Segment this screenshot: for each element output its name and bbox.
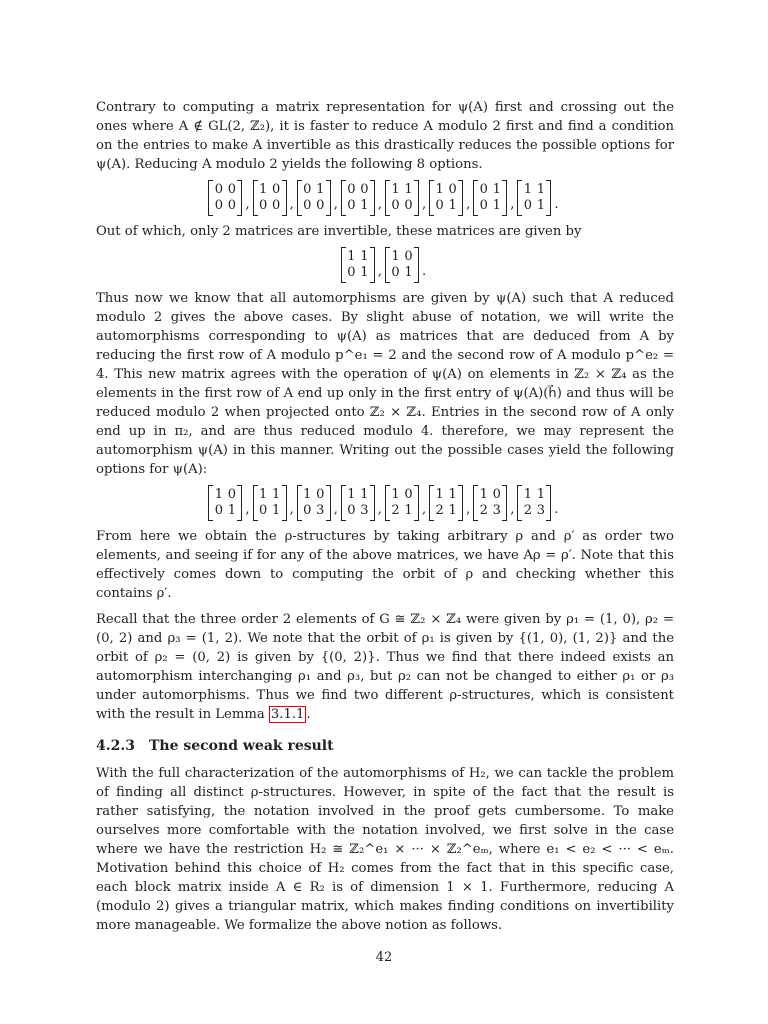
paragraph-second-weak-result: With the full characterization of the automorphisms of H₂, we can tackle the problem of finding all distinct ρ-structures. However, in spite of the fact that the result is rather satisfying, the notation involved in the proof gets cumbersome. To make ourselves more comfortable with the notation involved, we first solve in the case where we have the restriction H₂ ≅ ℤ₂^e₁ × ··· × ℤ₂^eₘ, where e₁ < e₂ < ··· < eₘ. Motivation behind this choice of H₂ comes from the fact that in this specific case, each block matrix inside A ∈ R₂ is of dimension 1 × 1. Furthermore, reducing A (modulo 2) gives a triangular matrix, which makes finding conditions on invertibility more manageable. We formalize the above notion as follows. xyxy=(96,766,674,933)
matrix-entry: 1 xyxy=(479,487,488,502)
equation-mod2-options xyxy=(96,180,674,216)
matrix-entry: 0 xyxy=(227,198,237,213)
matrix-entry: 1 xyxy=(271,503,281,518)
matrix-entry: 0 xyxy=(227,182,237,197)
matrix xyxy=(473,180,507,216)
comma: , xyxy=(377,197,382,212)
matrix xyxy=(208,180,242,216)
matrix-entry: 2 xyxy=(523,503,533,518)
matrix-entry: 1 xyxy=(448,487,457,502)
matrix-entry: 1 xyxy=(360,249,369,264)
comma: , xyxy=(333,197,338,212)
matrix-entry: 0 xyxy=(479,198,488,213)
matrix xyxy=(208,485,242,521)
lemma-reference-link[interactable]: 3.1.1 xyxy=(270,707,305,722)
equation-invertible-matrices xyxy=(96,247,674,283)
comma: , xyxy=(422,197,427,212)
matrix-entry: 3 xyxy=(492,503,501,518)
matrix-entry: 0 xyxy=(227,487,237,502)
page-number: 42 xyxy=(375,950,393,965)
matrix-entry: 0 xyxy=(316,198,325,213)
matrix xyxy=(517,485,551,521)
comma: , xyxy=(333,502,338,517)
matrix xyxy=(385,247,419,283)
matrix-entry: 0 xyxy=(258,198,268,213)
matrix-entry: 2 xyxy=(479,503,488,518)
period: . xyxy=(422,264,427,279)
matrix-entry: 0 xyxy=(404,198,413,213)
matrix-entry: 0 xyxy=(214,503,224,518)
matrix-entry: 0 xyxy=(347,182,356,197)
matrix-entry: 0 xyxy=(435,198,444,213)
matrix-entry: 1 xyxy=(536,487,546,502)
paragraph-recall xyxy=(96,610,674,724)
matrix-entry: 0 xyxy=(448,182,457,197)
matrix-entry: 1 xyxy=(492,198,501,213)
matrix-entry: 1 xyxy=(258,487,268,502)
matrix-entry: 0 xyxy=(271,198,281,213)
matrix xyxy=(517,180,551,216)
paragraph-automorphisms: Thus now we know that all automorphisms are given by ψ(A) such that A reduced modulo 2 gives the above cases. By slight abuse of notation, we will write the automorphisms corresponding to ψ(A) as matrices that are deduced from A by reducing the first row of A modulo p^e₁ = 2 and the second row of A modulo p^e₂ = 4. This new matrix agrees with the operation of ψ(A) on elements in ℤ₂ × ℤ₄ as the elements in the first row of A end up only in the first entry of ψ(A)(h⃗) and thus will be reduced modulo 2 when projected onto ℤ₂ × ℤ₄. Entries in the second row of A only end up in π₂, and are thus reduced modulo 4. therefore, we may represent the automorphism ψ(A) in this manner. Writing out the possible cases yield the following options for ψ(A): xyxy=(96,291,674,477)
comma: , xyxy=(466,502,471,517)
matrix-entry: 1 xyxy=(227,503,237,518)
matrix-entry: 0 xyxy=(303,182,312,197)
matrix-entry: 0 xyxy=(303,198,312,213)
matrix-entry: 0 xyxy=(214,182,224,197)
matrix xyxy=(429,180,463,216)
matrix-entry: 1 xyxy=(391,487,400,502)
matrix xyxy=(297,180,331,216)
page-body xyxy=(96,98,674,935)
matrix-entry: 1 xyxy=(435,182,444,197)
period: . xyxy=(554,502,559,517)
matrix-entry: 0 xyxy=(258,503,268,518)
matrix-entry: 0 xyxy=(404,249,413,264)
matrix-entry: 1 xyxy=(536,198,546,213)
matrix-entry: 1 xyxy=(448,503,457,518)
matrix xyxy=(253,180,287,216)
matrix-entry: 1 xyxy=(404,182,413,197)
matrix-entry: 0 xyxy=(271,182,281,197)
paragraph-rho-structures: From here we obtain the ρ-structures by taking arbitrary ρ and ρ′ as order two elements, and seeing if for any of the above matrices, we have Aρ = ρ′. Note that this effectively comes down to computing the orbit of ρ and checking whether this contains ρ′. xyxy=(96,529,674,601)
comma: , xyxy=(422,502,427,517)
matrix-entry: 1 xyxy=(391,249,400,264)
matrix-entry: 0 xyxy=(347,503,356,518)
paragraph-recall-end: . xyxy=(306,707,311,722)
matrix-entry: 1 xyxy=(360,487,369,502)
matrix xyxy=(473,485,507,521)
matrix-entry: 0 xyxy=(347,198,356,213)
paragraph-invertible: Out of which, only 2 matrices are invertible, these matrices are given by xyxy=(96,224,582,239)
matrix-entry: 0 xyxy=(214,198,224,213)
matrix xyxy=(385,180,419,216)
matrix xyxy=(297,485,331,521)
comma: , xyxy=(377,264,382,279)
matrix-entry: 1 xyxy=(316,182,325,197)
matrix-entry: 0 xyxy=(404,487,413,502)
comma: , xyxy=(466,197,471,212)
matrix-entry: 0 xyxy=(347,265,356,280)
matrix-entry: 1 xyxy=(271,487,281,502)
matrix-entry: 3 xyxy=(536,503,546,518)
matrix-entry: 1 xyxy=(435,487,444,502)
matrix-entry: 1 xyxy=(360,198,369,213)
comma: , xyxy=(289,502,294,517)
comma: , xyxy=(245,502,250,517)
matrix xyxy=(341,485,375,521)
matrix-entry: 1 xyxy=(492,182,501,197)
comma: , xyxy=(245,197,250,212)
matrix-entry: 0 xyxy=(391,198,400,213)
section-heading xyxy=(96,738,674,754)
matrix-entry: 1 xyxy=(404,265,413,280)
matrix xyxy=(385,485,419,521)
paragraph-intro: Contrary to computing a matrix representation for ψ(A) first and crossing out the ones where A ∉ GL(2, ℤ₂), it is faster to reduce A modulo 2 first and find a condition on the entries to make A invertible as this drastically reduces the possible options for ψ(A). Reducing A modulo 2 yields the following 8 options. xyxy=(96,100,674,172)
matrix-entry: 1 xyxy=(258,182,268,197)
matrix-entry: 1 xyxy=(214,487,224,502)
matrix-entry: 3 xyxy=(316,503,325,518)
matrix-entry: 1 xyxy=(523,487,533,502)
matrix-entry: 1 xyxy=(347,487,356,502)
matrix-entry: 0 xyxy=(492,487,501,502)
matrix-entry: 2 xyxy=(391,503,400,518)
matrix-entry: 0 xyxy=(523,198,533,213)
matrix-entry: 1 xyxy=(404,503,413,518)
comma: , xyxy=(377,502,382,517)
matrix-entry: 1 xyxy=(360,265,369,280)
matrix-entry: 2 xyxy=(435,503,444,518)
matrix-entry: 1 xyxy=(536,182,546,197)
matrix-entry: 0 xyxy=(360,182,369,197)
matrix xyxy=(429,485,463,521)
matrix-entry: 0 xyxy=(479,182,488,197)
paragraph-recall-text: Recall that the three order 2 elements of G ≅ ℤ₂ × ℤ₄ were given by ρ₁ = (1, 0), ρ₂ = (0, 2) and ρ₃ = (1, 2). We note that the orbit of ρ₁ is given by {(1, 0), (1, 2)} and the orbit of ρ₂ = (0, 2) is given by {(0, 2)}. Thus we find that there indeed exists an automorphism interchanging ρ₁ and ρ₃, but ρ₂ can not be changed to either ρ₁ or ρ₃ under automorphisms. Thus we find two different ρ-structures, which is consistent with the result in Lemma xyxy=(96,612,674,722)
section-title: The second weak result xyxy=(148,738,334,754)
equation-psi-options xyxy=(96,485,674,521)
matrix-entry: 1 xyxy=(391,182,400,197)
matrix xyxy=(341,247,375,283)
matrix-entry: 3 xyxy=(360,503,369,518)
matrix xyxy=(253,485,287,521)
matrix-entry: 0 xyxy=(303,503,312,518)
matrix xyxy=(341,180,375,216)
matrix-entry: 1 xyxy=(523,182,533,197)
matrix-entry: 1 xyxy=(303,487,312,502)
matrix-entry: 0 xyxy=(316,487,325,502)
matrix-entry: 1 xyxy=(448,198,457,213)
matrix-entry: 1 xyxy=(347,249,356,264)
section-number: 4.2.3 xyxy=(96,738,135,754)
period: . xyxy=(554,197,559,212)
comma: , xyxy=(510,502,515,517)
comma: , xyxy=(289,197,294,212)
matrix-entry: 0 xyxy=(391,265,400,280)
comma: , xyxy=(510,197,515,212)
